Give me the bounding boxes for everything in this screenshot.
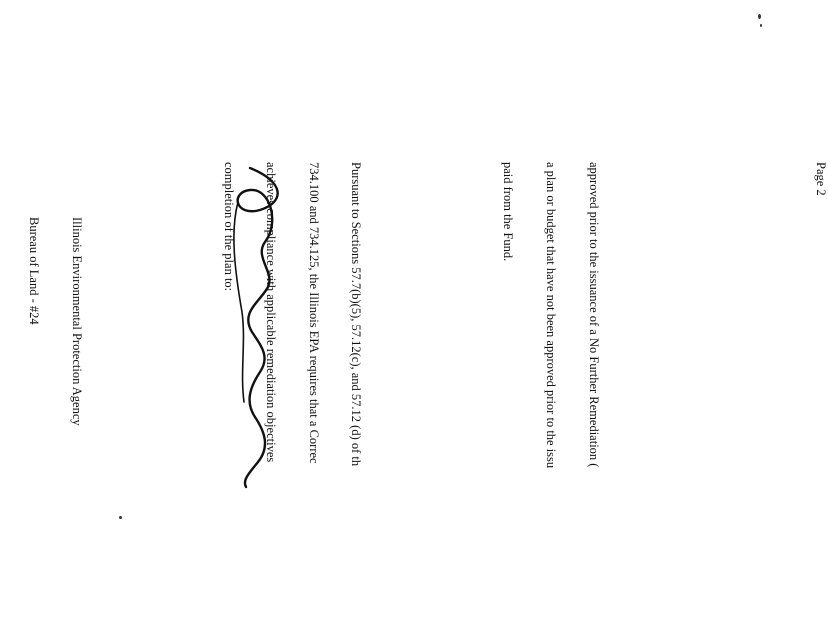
text-line: paid from the Fund. [501, 162, 516, 262]
address-line: Illinois Environmental Protection Agency [69, 217, 84, 426]
page-header: Page 2 [814, 162, 828, 196]
paragraph-approval-note [473, 162, 629, 637]
scan-speck [760, 24, 762, 27]
scan-speck [758, 14, 761, 19]
address-line: Bureau of Land - #24 [26, 217, 41, 325]
text-line: 734.100 and 734.125, the Illinois EPA requires that a Correc [306, 162, 321, 464]
rotated-letter-body [26, 162, 828, 637]
text-line: approved prior to the issuance of a No Further Remediation ( [586, 162, 601, 468]
mailing-address [0, 162, 112, 637]
text-line: completion of the plan to: [221, 162, 236, 292]
text-line: achieves compliance with applicable remediation objectives [264, 162, 279, 463]
handwritten-signature [220, 162, 290, 492]
scan-speck [119, 516, 122, 519]
text-line: a plan or budget that have not been approved prior to the issu [543, 162, 558, 469]
text-line: Pursuant to Sections 57.7(b)(5), 57.12(c), and 57.12 (d) of th [349, 162, 364, 467]
